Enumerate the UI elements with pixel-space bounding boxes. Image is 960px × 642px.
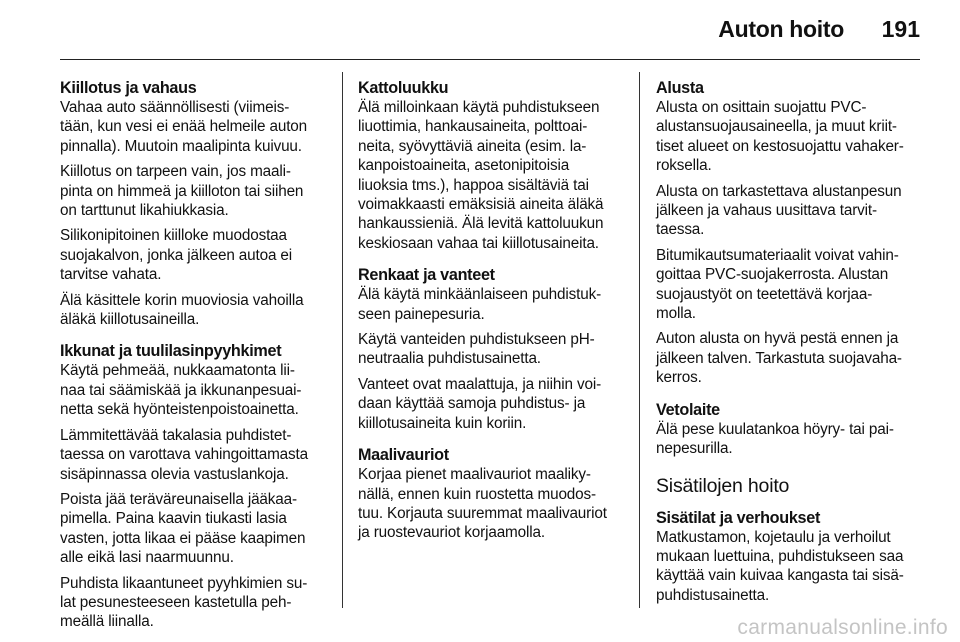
paragraph: Alusta on tarkastettava alustanpesun jälkeen ja vahaus uusittava tarvit- taessa. — [656, 182, 902, 239]
paragraph: Silikonipitoinen kiilloke muodostaa suojakalvon, jonka jälkeen autoa ei tarvitse vahata. — [60, 227, 293, 284]
paragraph: Poista jää teräväreunaisella jääkaa- pimella. Paina kaavin tiukasti lasia vasten, jotta likaa ei pääse kaapimen alle eikä lasi naarmuunnu. — [60, 490, 306, 567]
page-header — [0, 0, 960, 62]
text-column-2 — [358, 79, 624, 549]
section-heading: Renkaat ja vanteet — [358, 266, 495, 285]
section-towing-device — [656, 401, 924, 459]
paragraph: Vanteet ovat maalattuja, ja niihin voi- daan käyttää samoja puhdistus- ja kiillotusaineita kuin koriin. — [358, 375, 602, 432]
paragraph: Älä käytä minkäänlaiseen puhdistuk- seen painepesuria. — [358, 286, 602, 323]
watermark: carmanualsonline.info — [737, 616, 948, 639]
text-column-1 — [60, 79, 326, 638]
paragraph: Vahaa auto säännöllisesti (viimeis- tään, kun vesi ei enää helmeile auton pinnalla). Muutoin maalipinta kuivuu. — [60, 99, 308, 155]
paragraph: Lämmitettävää takalasia puhdistet- taessa on varottava vahingoittamasta sisäpinnassa olevia vastuslankoja. — [60, 426, 308, 483]
paragraph: Auton alusta on hyvä pestä ennen ja jälkeen talven. Tarkastuta suojavaha- kerros. — [656, 330, 902, 387]
section-heading: Kiillotus ja vahaus — [60, 79, 197, 97]
section-interior-trim — [656, 509, 924, 606]
section-windows-wipers — [60, 342, 326, 631]
page-number: 191 — [881, 16, 920, 42]
paragraph: Matkustamon, kojetaulu ja verhoilut mukaan luettuina, puhdistukseen saa käyttää vain kuivaa kangasta tai sisä- puhdistusainetta. — [656, 528, 904, 604]
section-heading: Ikkunat ja tuulilasinpyyhkimet — [60, 342, 282, 361]
text-column-3 — [656, 79, 924, 611]
header-divider — [60, 59, 920, 60]
paragraph: Bitumikautsumateriaalit voivat vahin- goittaa PVC-suojakerrosta. Alustan suojaustyöt on teetettävä korjaa- molla. — [656, 246, 899, 323]
paragraph: Korjaa pienet maalivauriot maaliky- nällä, ennen kuin ruostetta muodos- tuu. Korjauta suuremmat maalivauriot ja ruostevauriot korjaamolla. — [358, 466, 607, 542]
column-divider — [639, 72, 640, 608]
paragraph: Kiillotus on tarpeen vain, jos maali- pinta on himmeä ja kiilloton tai siihen on tarttunut likahiukkasia. — [60, 163, 304, 220]
column-divider — [342, 72, 343, 608]
section-polishing-waxing — [60, 79, 326, 329]
header-title: Auton hoito — [718, 16, 844, 42]
paragraph: Älä milloinkaan käytä puhdistukseen liuottimia, hankausaineita, polttoai- neita, syövyttäviä aineita (esim. la- kanpoistoaineita, asetonipitoisia liuoksia tms.), happoa sisältäviä tai voimakkaasti emäksisiä aineita äläkä hankaussieniä. Älä levitä kattoluukun keskiosaan vahaa tai kiillotusaineita. — [358, 99, 604, 252]
section-tyres-wheels — [358, 266, 624, 433]
paragraph: Käytä vanteiden puhdistukseen pH- neutraalia puhdistusainetta. — [358, 331, 595, 368]
paragraph: Älä pese kuulatankoa höyry- tai pai- nepesurilla. — [656, 420, 894, 458]
section-underbody — [656, 79, 924, 388]
section-heading: Vetolaite — [656, 400, 720, 419]
chapter-title: Sisätilojen hoito — [656, 474, 790, 497]
section-paint-damage — [358, 446, 624, 543]
section-heading: Alusta — [656, 79, 704, 97]
paragraph: Älä käsittele korin muoviosia vahoilla äläkä kiillotusaineilla. — [60, 291, 304, 329]
paragraph: Käytä pehmeää, nukkaamatonta lii- naa tai säämiskää ja ikkunanpesuai- netta sekä hyönteistenpoistoainetta. — [60, 362, 302, 419]
section-sunroof — [358, 79, 624, 253]
paragraph: Alusta on osittain suojattu PVC- alustansuojausaineella, ja muut kriit- tiset alueet on kestosuojattu vahaker- roksella. — [656, 99, 904, 175]
section-heading: Sisätilat ja verhoukset — [656, 508, 821, 527]
section-heading: Kattoluukku — [358, 79, 449, 97]
section-heading: Maalivauriot — [358, 446, 449, 465]
paragraph: Puhdista likaantuneet pyyhkimien su- lat pesunesteeseen kastetulla peh- meällä liinalla. — [60, 574, 308, 631]
